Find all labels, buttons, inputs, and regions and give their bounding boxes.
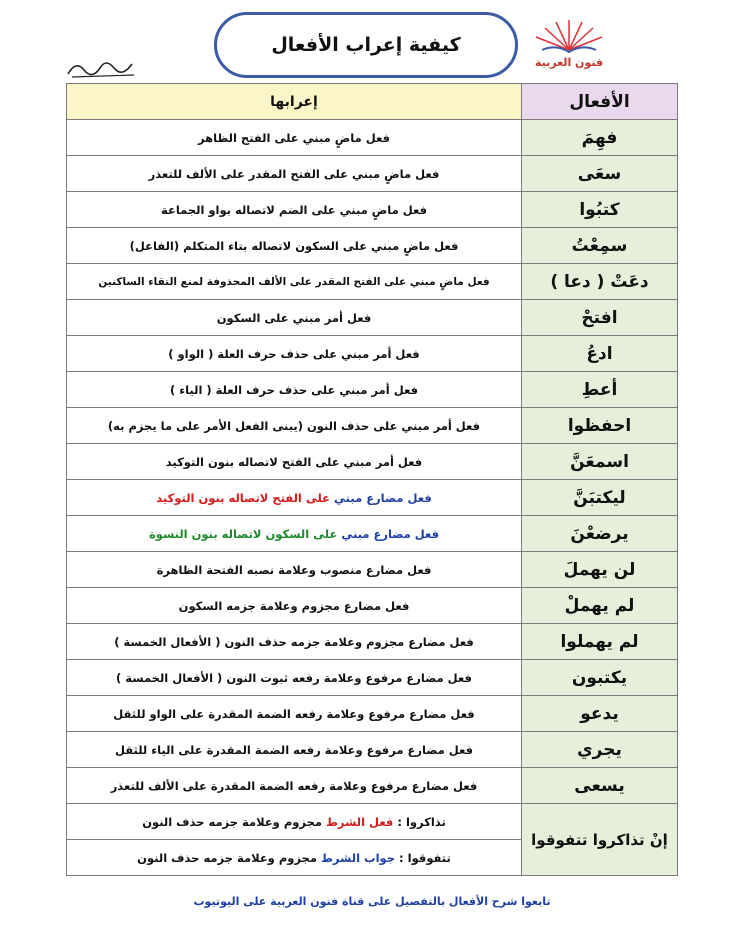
verb-cell: يرضعْنَ xyxy=(522,516,678,552)
table-row xyxy=(67,624,678,660)
parse-cell: فعل مضارع مرفوع وعلامة رفعه الضمة المقدرة على الياء للثقل xyxy=(67,732,522,768)
parse-part-main: تذاكروا : xyxy=(393,814,446,829)
parse-cell: فعل أمر مبني على الفتح لاتصاله بنون التوكيد xyxy=(67,444,522,480)
table-row xyxy=(67,696,678,732)
verb-cell: كتبُوا xyxy=(522,192,678,228)
page-title-text: كيفية إعراب الأفعال xyxy=(271,34,461,56)
parse-part-reason: مجزوم وعلامة جزمه حذف النون xyxy=(142,814,326,829)
parse-cell: فعل أمر مبني على حذف حرف العلة ( الواو ) xyxy=(67,336,522,372)
parse-part-main: فعل مضارع مبني xyxy=(330,490,432,505)
verb-cell: يدعو xyxy=(522,696,678,732)
parse-cell xyxy=(67,840,522,876)
parse-cell: فعل مضارع مرفوع وعلامة رفعه ثبوت النون ( الأفعال الخمسة ) xyxy=(67,660,522,696)
verb-cell: ادعُ xyxy=(522,336,678,372)
parse-part-highlight: على السكون xyxy=(265,526,338,541)
parse-part-highlight: فعل الشرط xyxy=(325,814,394,829)
parse-cell: فعل أمر مبني على حذف حرف العلة ( الياء ) xyxy=(67,372,522,408)
parse-cell: فعل ماضٍ مبني على الفتح الظاهر xyxy=(67,120,522,156)
table-row-conditional xyxy=(67,804,678,840)
parse-part-highlight: على الفتح xyxy=(272,490,331,505)
book-rays-icon xyxy=(528,16,610,56)
table-row xyxy=(67,228,678,264)
logo-text: فنون العربية xyxy=(534,56,604,69)
verb-cell: يسعى xyxy=(522,768,678,804)
verb-cell: يكتبون xyxy=(522,660,678,696)
parse-cell: فعل أمر مبني على حذف النون (يبنى الفعل الأمر على ما يجزم به) xyxy=(67,408,522,444)
table-row xyxy=(67,120,678,156)
parse-cell: فعل مضارع مجزوم وعلامة جزمه السكون xyxy=(67,588,522,624)
table-row xyxy=(67,300,678,336)
table-row xyxy=(67,516,678,552)
parse-cell: فعل ماضٍ مبني على السكون لاتصاله بتاء المتكلم (الفاعل) xyxy=(67,228,522,264)
parse-part-main: فعل مضارع مبني xyxy=(337,526,440,541)
parse-cell: فعل مضارع مرفوع وعلامة رفعه الضمة المقدرة على الألف للتعذر xyxy=(67,768,522,804)
parse-part-reason: لاتصاله بنون التوكيد xyxy=(156,490,273,505)
verbs-table xyxy=(66,83,678,876)
table-header-row xyxy=(67,84,678,120)
parse-part-main: تتفوقوا : xyxy=(395,850,451,865)
verb-cell: لم يهملوا xyxy=(522,624,678,660)
verb-cell: سمِعْتُ xyxy=(522,228,678,264)
page-title xyxy=(214,12,518,78)
header-verbs: الأفعال xyxy=(522,84,678,120)
verb-cell: إنْ تذاكروا تتفوقوا xyxy=(522,804,678,876)
parse-cell xyxy=(67,480,522,516)
verb-cell: ليكتبَنَّ xyxy=(522,480,678,516)
parse-cell: فعل أمر مبني على السكون xyxy=(67,300,522,336)
table-row xyxy=(67,768,678,804)
verb-cell: أعطِ xyxy=(522,372,678,408)
table-row xyxy=(67,444,678,480)
parse-cell: فعل مضارع منصوب وعلامة نصبه الفتحة الظاهرة xyxy=(67,552,522,588)
table-row xyxy=(67,156,678,192)
table-row xyxy=(67,552,678,588)
parse-cell xyxy=(67,804,522,840)
logo xyxy=(528,16,610,78)
parse-cell: فعل ماضٍ مبني على الضم لاتصاله بواو الجماعة xyxy=(67,192,522,228)
table-row xyxy=(67,264,678,300)
table-row xyxy=(67,408,678,444)
table-row xyxy=(67,372,678,408)
parse-cell: فعل مضارع مرفوع وعلامة رفعه الضمة المقدرة على الواو للثقل xyxy=(67,696,522,732)
table-row xyxy=(67,660,678,696)
table-row xyxy=(67,192,678,228)
signature xyxy=(62,50,142,82)
signature-scribble-icon xyxy=(62,50,142,82)
table-row xyxy=(67,732,678,768)
verb-cell: يجري xyxy=(522,732,678,768)
verb-cell: دعَتْ ( دعا ) xyxy=(522,264,678,300)
parse-part-reason: مجزوم وعلامة جزمه حذف النون xyxy=(137,850,321,865)
verb-cell: فهِمَ xyxy=(522,120,678,156)
verb-cell: اسمعَنَّ xyxy=(522,444,678,480)
verb-cell: لم يهملْ xyxy=(522,588,678,624)
parse-cell: فعل ماضٍ مبني على الفتح المقدر على الألف للتعذر xyxy=(67,156,522,192)
header-parse: إعرابها xyxy=(67,84,522,120)
parse-cell: فعل ماضٍ مبني على الفتح المقدر على الألف المحذوفة لمنع التقاء الساكنين xyxy=(67,264,522,300)
verb-cell: سعَى xyxy=(522,156,678,192)
footer-note: تابعوا شرح الأفعال بالتفصيل على قناة فنون العربية على اليوتيوب xyxy=(193,895,551,908)
parse-cell: فعل مضارع مجزوم وعلامة جزمه حذف النون ( الأفعال الخمسة ) xyxy=(67,624,522,660)
parse-part-highlight: جواب الشرط xyxy=(320,850,396,865)
parse-cell xyxy=(67,516,522,552)
verb-cell: لن يهملَ xyxy=(522,552,678,588)
verb-cell: افتحْ xyxy=(522,300,678,336)
table-row xyxy=(67,480,678,516)
table-row xyxy=(67,588,678,624)
table-row xyxy=(67,336,678,372)
parse-part-reason: لاتصاله بنون النسوة xyxy=(148,526,266,541)
verb-cell: احفظوا xyxy=(522,408,678,444)
